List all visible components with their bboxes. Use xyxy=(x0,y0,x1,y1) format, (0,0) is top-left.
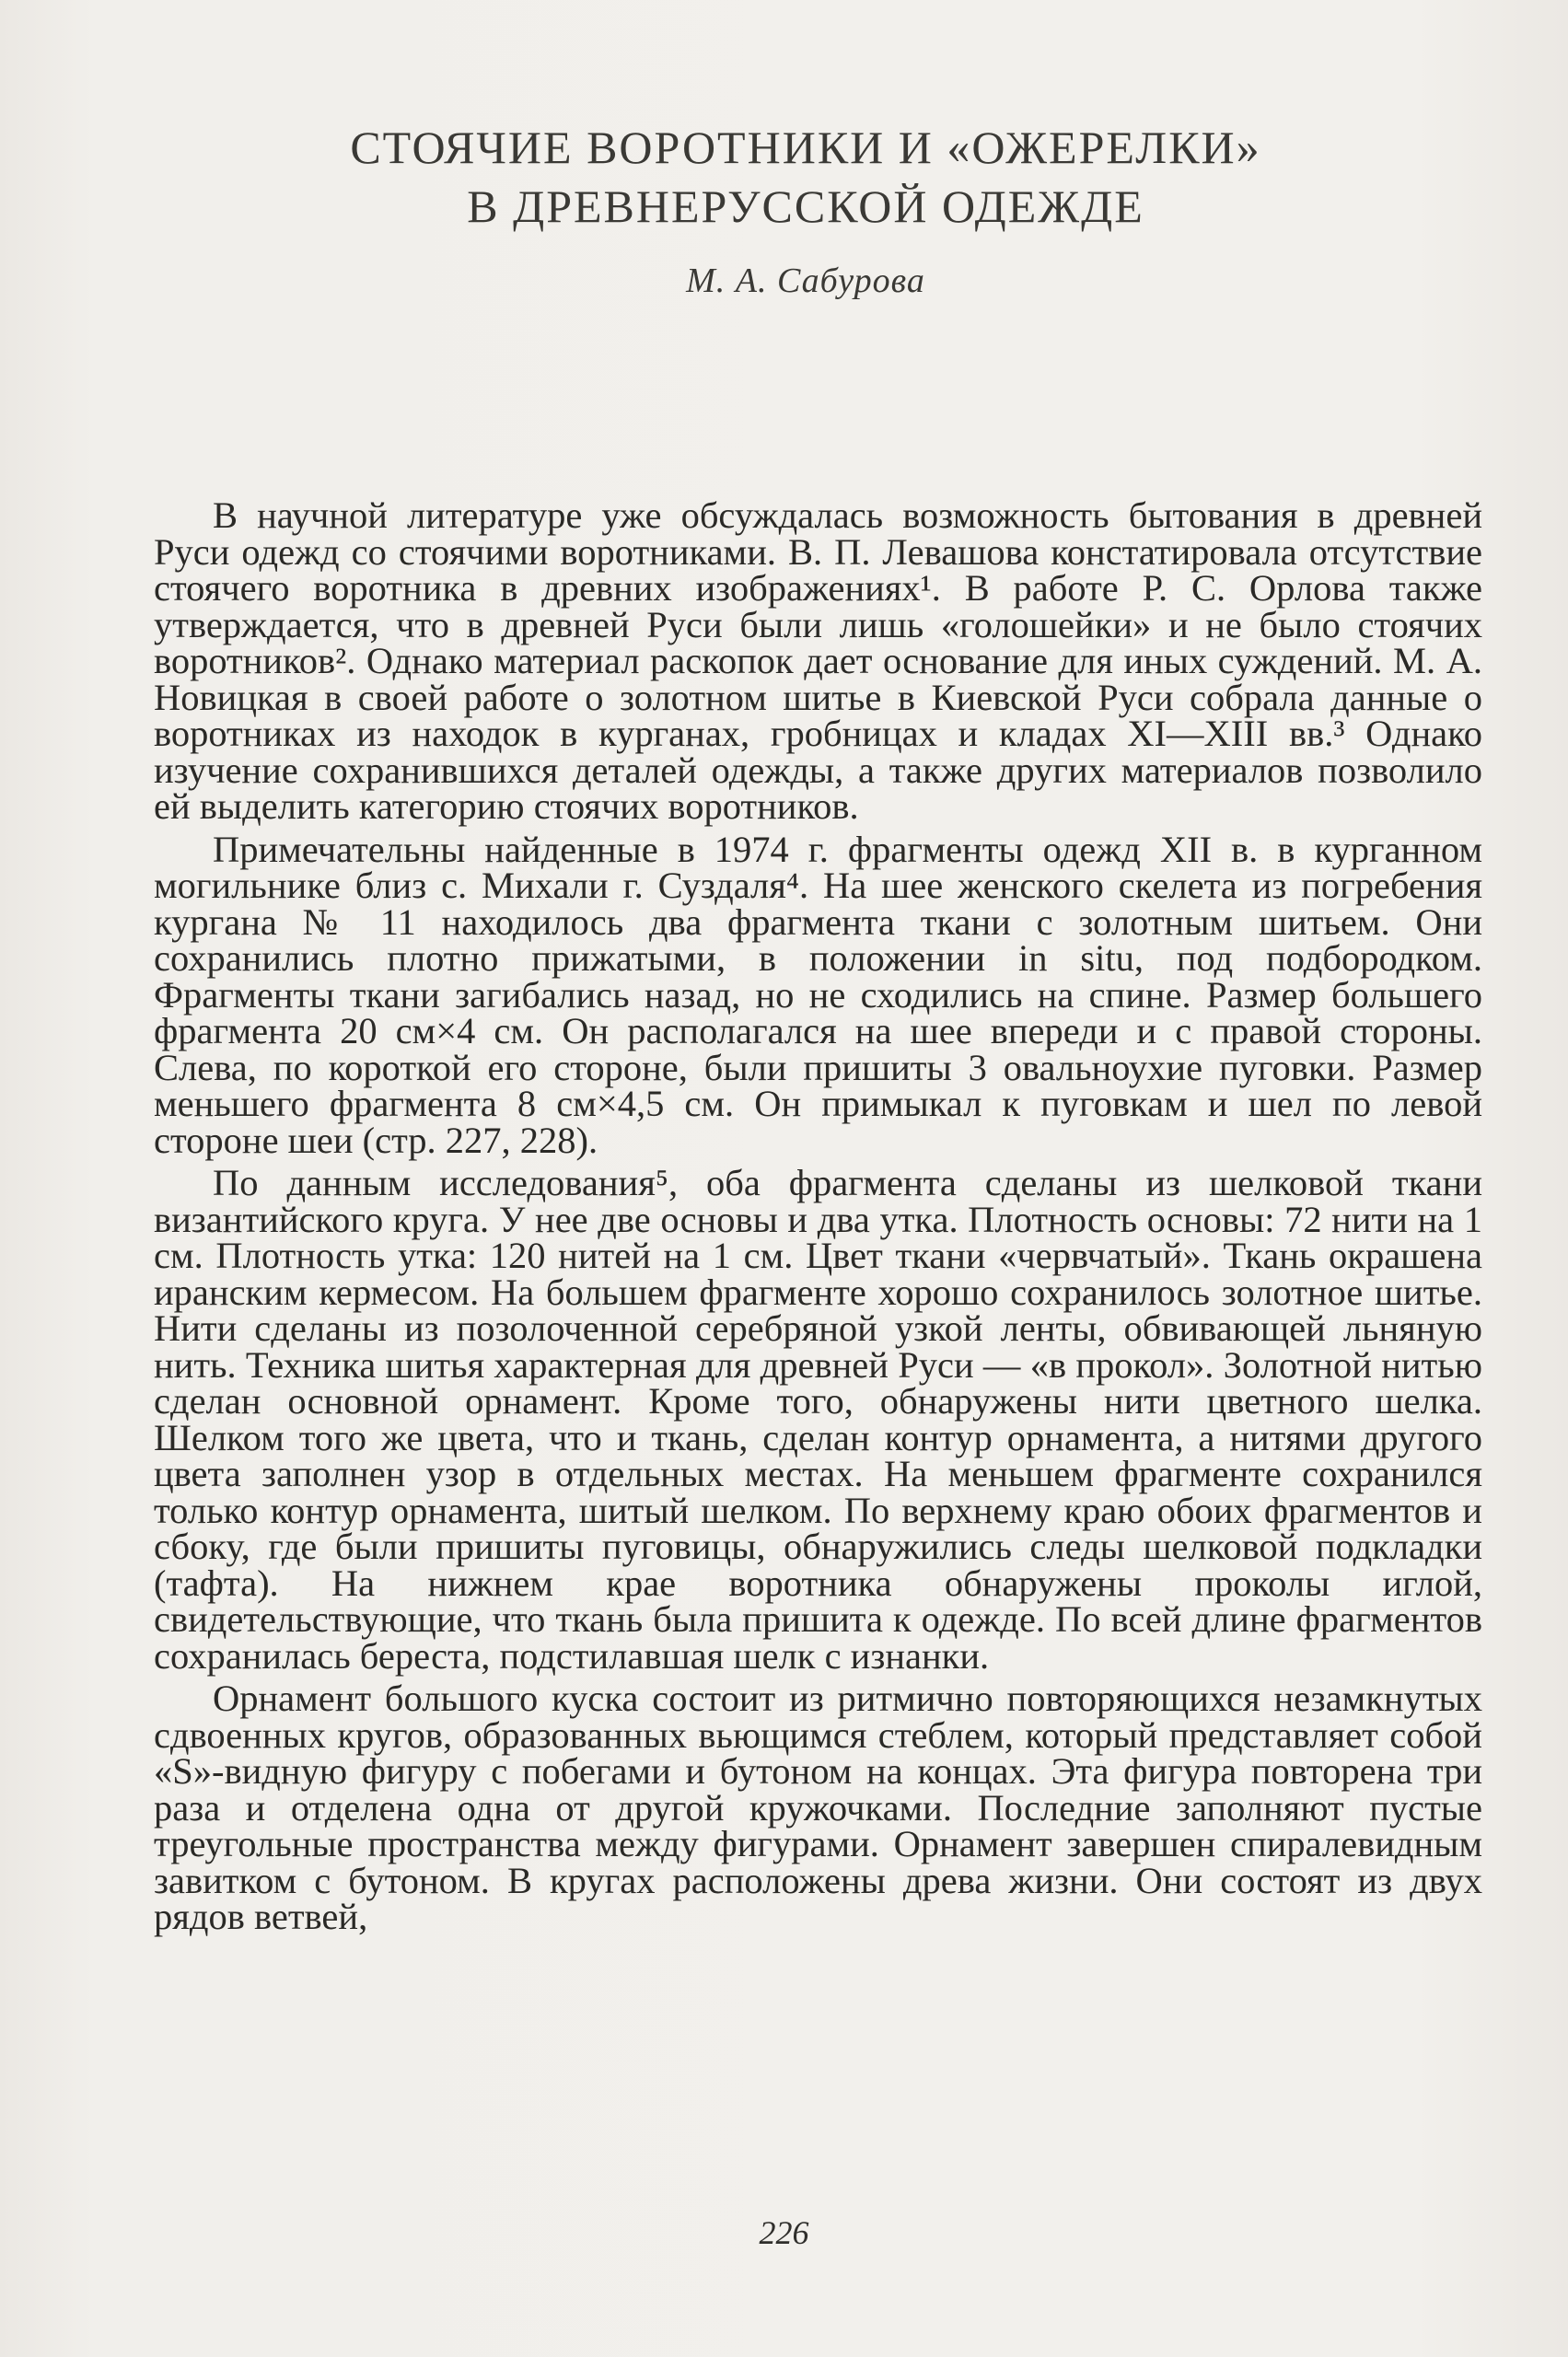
paragraph-4: Орнамент большого куска состоит из ритмично повторяющихся незамкнутых сдвоенных кругов, образованных вьющимся стеблем, который представляет собой «S»-видную фигуру с побегами и бутоном на концах. Эта фигура повторена три раза и отделена одна от другой кружочками. Последние заполняют пустые треугольные пространства между фигурами. Орнамент завершен спиралевидным завитком с бутоном. В кругах расположены древа жизни. Они состоят из двух рядов ветвей, xyxy=(154,1678,1482,1937)
paragraph-2: Примечательны найденные в 1974 г. фрагменты одежд XII в. в курганном могильнике близ с. Михали г. Суздаля⁴. На шее женского скелета из погребения кургана № 11 находилось два фрагмента ткани с золотным шитьем. Они сохранились плотно прижатыми, в положении in situ, под подбородком. Фрагменты ткани загибались назад, но не сходились на спине. Размер большего фрагмента 20 см×4 см. Он располагался на шее впереди и с правой стороны. Слева, по короткой его стороне, были пришиты 3 овальноухие пуговки. Размер меньшего фрагмента 8 см×4,5 см. Он примыкал к пуговкам и шел по левой стороне шеи (стр. 227, 228). xyxy=(154,828,1482,1161)
article-title xyxy=(230,118,1381,236)
paragraph-3: По данным исследования⁵, оба фрагмента сделаны из шелковой ткани византийского круга. У нее две основы и два утка. Плотность основы: 72 нити на 1 см. Плотность утка: 120 нитей на 1 см. Цвет ткани «червчатый». Ткань окрашена иранским кермесом. На большем фрагменте хорошо сохранилось золотное шитье. Нити сделаны из позолоченной серебряной узкой ленты, обвивающей льняную нить. Техника шитья характерная для древней Руси — «в прокол». Золотной нитью сделан основной орнамент. Кроме того, обнаружены нити цветного шелка. Шелком того же цвета, что и ткань, сделан контур орнамента, а нитями другого цвета заполнен узор в отдельных местах. На меньшем фрагменте сохранился только контур орнамента, шитый шелком. По верхнему краю обоих фрагментов и сбоку, где были пришиты пуговицы, обнаружились следы шелковой подкладки (тафта). На нижнем крае воротника обнаружены проколы иглой, свидетельствующие, что ткань была пришита к одежде. По всей длине фрагментов сохранилась береста, подстилавшая шелк с изнанки. xyxy=(154,1162,1482,1677)
article-title-line-2: В ДРЕВНЕРУССКОЙ ОДЕЖДЕ xyxy=(467,180,1144,232)
article-author: М. А. Сабурова xyxy=(686,261,925,300)
article-title-line-1: СТОЯЧИЕ ВОРОТНИКИ И «ОЖЕРЕЛКИ» xyxy=(350,122,1261,173)
page-number: 226 xyxy=(759,2214,809,2251)
article-body xyxy=(154,494,1482,1942)
paragraph-1: В научной литературе уже обсуждалась возможность бытования в древней Руси одежд со стоячими воротниками. В. П. Левашова констатировала отсутствие стоячего воротника в древних изображениях¹. В работе Р. С. Орлова также утверждается, что в древней Руси были лишь «голошейки» и не было стоячих воротников². Однако материал раскопок дает основание для иных суждений. М. А. Новицкая в своей работе о золотном шитье в Киевской Руси собрала данные о воротниках из находок в курганах, гробницах и кладах XI—XIII вв.³ Однако изучение сохранившихся деталей одежды, а также других материалов позволило ей выделить категорию стоячих воротников. xyxy=(154,494,1482,827)
